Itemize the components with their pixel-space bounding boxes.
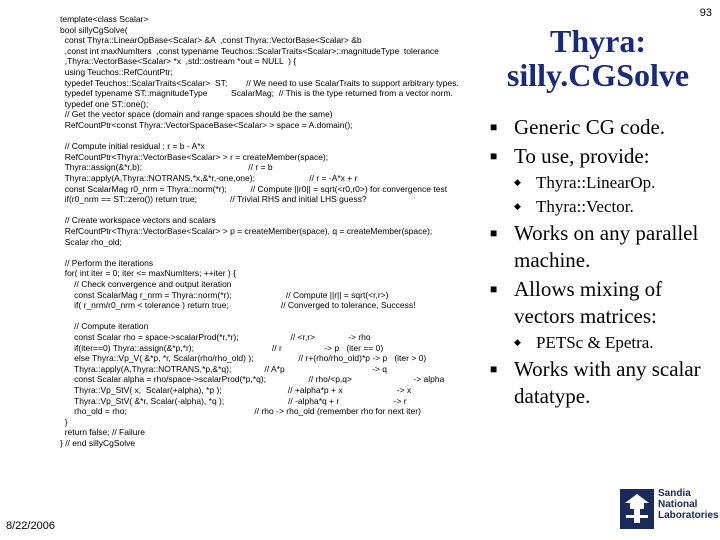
bullet-text: To use, provide: bbox=[514, 144, 650, 168]
code-line: const ScalarMag r_nrm = Thyra::norm(*r); // Compute ||r|| = sqrt(<r,r>) bbox=[60, 289, 389, 300]
sandia-logo bbox=[620, 486, 719, 532]
sub-bullet-item bbox=[490, 332, 718, 354]
code-line: Thyra::apply(A,Thyra::NOTRANS,*p,&*q); // A*p -> q bbox=[60, 363, 387, 374]
code-line: const Thyra::LinearOpBase<Scalar> &A ,const Thyra::VectorBase<Scalar> &b bbox=[60, 35, 362, 46]
bullet-item bbox=[490, 220, 718, 274]
code-line: // Create workspace vectors and scalars bbox=[60, 215, 216, 226]
bullet-item bbox=[490, 276, 718, 330]
slide-title bbox=[488, 24, 708, 92]
bullet-item bbox=[490, 356, 718, 410]
code-line: RefCountPtr<Thyra::VectorBase<Scalar> > r = createMember(space); bbox=[60, 151, 329, 162]
square-bullet-icon: ■ bbox=[490, 149, 498, 163]
code-line: // Get the vector space (domain and range spaces should be the same) bbox=[60, 109, 333, 120]
code-line: rho_old = rho; // rho -> rho_old (remember rho for next iter) bbox=[60, 406, 421, 417]
square-bullet-icon: ■ bbox=[490, 226, 498, 240]
bullet-text: Thyra::Vector. bbox=[536, 197, 634, 216]
logo-line-2: National bbox=[658, 499, 698, 510]
code-line: typedef typename ST::magnitudeType ScalarMag; // This is the type returned from a vector norm. bbox=[60, 88, 453, 99]
slide-date: 8/22/2006 bbox=[6, 520, 55, 532]
code-line: for( int iter = 0; iter <= maxNumIters; ++iter ) { bbox=[60, 268, 236, 279]
sandia-thunderbird-icon bbox=[620, 489, 654, 529]
code-line: // Perform the iterations bbox=[60, 257, 154, 268]
bullet-text: Thyra::LinearOp. bbox=[536, 173, 656, 192]
bullet-text: Allows mixing of vectors matrices: bbox=[514, 277, 663, 328]
bullet-text: Works with any scalar datatype. bbox=[514, 357, 701, 408]
code-line: const Scalar rho = space->scalarProd(*r,*r); // <r,r> -> rho bbox=[60, 332, 371, 342]
square-bullet-icon: ■ bbox=[490, 120, 498, 134]
sub-bullet-item bbox=[490, 172, 718, 194]
code-line: // Check convergence and output iteration bbox=[60, 279, 232, 289]
code-line: Thyra::assign(&*r,b); // r = b bbox=[60, 162, 273, 173]
bullet-text: Works on any parallel machine. bbox=[514, 221, 699, 272]
bullet-item bbox=[490, 143, 718, 170]
code-line: if(iter==0) Thyra::assign(&*p,*r); // r -> p (iter == 0) bbox=[60, 342, 384, 353]
diamond-bullet-icon: ◆ bbox=[514, 337, 521, 347]
code-line: typedef one ST::one(); bbox=[60, 98, 149, 109]
code-line: RefCountPtr<const Thyra::VectorSpaceBase<Scalar> > space = A.domain(); bbox=[60, 120, 353, 130]
code-line: if(r0_nrm == ST::zero()) return true; // Trivial RHS and initial LHS guess? bbox=[60, 194, 367, 205]
title-line-2: silly.CGSolve bbox=[506, 57, 690, 93]
code-line: ,const int maxNumIters ,const typename Teuchos::ScalarTraits<Scalar>::magnitudeType tolerance bbox=[60, 45, 439, 56]
code-line: else Thyra::Vp_V( &*p, *r, Scalar(rho/rho_old) ); // r+(rho/rho_old)*p -> p (iter > 0) bbox=[60, 353, 427, 364]
sub-bullet-item bbox=[490, 196, 718, 218]
code-line: bool sillyCgSolve( bbox=[60, 24, 128, 35]
slide-number: 93 bbox=[699, 7, 712, 19]
square-bullet-icon: ■ bbox=[490, 362, 498, 376]
bullet-text: PETSc & Epetra. bbox=[536, 333, 654, 352]
code-line: return false; // Failure bbox=[60, 427, 146, 438]
code-line: } bbox=[60, 416, 68, 427]
code-line: const Scalar alpha = rho/space->scalarProd(*p,*q); // rho/<p,q> -> alpha bbox=[60, 374, 445, 385]
code-line: const ScalarMag r0_nrm = Thyra::norm(*r); // Compute ||r0|| = sqrt(<r0,r0>) for convergence test bbox=[60, 183, 448, 194]
code-line: // Compute iteration bbox=[60, 321, 149, 332]
bullet-item bbox=[490, 114, 718, 141]
logo-line-3: Laboratories bbox=[658, 510, 719, 521]
diamond-bullet-icon: ◆ bbox=[514, 201, 521, 211]
code-line: Scalar rho_old; bbox=[60, 236, 122, 247]
code-line: if( r_nrm/r0_nrm < tolerance ) return true; // Converged to tolerance, Success! bbox=[60, 300, 416, 311]
code-line: Thyra::apply(A,Thyra::NOTRANS,*x,&*r,-one,one); // r = -A*x + r bbox=[60, 173, 358, 183]
code-line: typedef Teuchos::ScalarTraits<Scalar> ST; // We need to use ScalarTraits to support arbitrary types. bbox=[60, 77, 459, 88]
title-line-1: Thyra: bbox=[550, 23, 646, 59]
code-line: } // end sillyCgSolve bbox=[60, 438, 136, 448]
logo-text bbox=[658, 488, 719, 521]
square-bullet-icon: ■ bbox=[490, 282, 498, 296]
code-line: // Compute initial residual : r = b - A*x bbox=[60, 141, 205, 152]
code-line: RefCountPtr<Thyra::VectorBase<Scalar> > p = createMember(space), q = createMember(space); bbox=[60, 226, 433, 236]
code-line: template<class Scalar> bbox=[60, 14, 149, 24]
bullet-list bbox=[490, 114, 718, 412]
bullet-text: Generic CG code. bbox=[514, 115, 666, 139]
code-line: Thyra::Vp_StV( x, Scalar(+alpha), *p ); // +alpha*p + x -> x bbox=[60, 385, 412, 395]
logo-line-1: Sandia bbox=[658, 488, 691, 499]
code-line: using Teuchos::RefCountPtr; bbox=[60, 67, 173, 77]
code-line: ,Thyra::VectorBase<Scalar> *x ,std::ostream *out = NULL ) { bbox=[60, 56, 297, 67]
diamond-bullet-icon: ◆ bbox=[514, 177, 521, 187]
code-line: Thyra::Vp_StV( &*r, Scalar(-alpha), *q ); // -alpha*q + r -> r bbox=[60, 395, 407, 406]
